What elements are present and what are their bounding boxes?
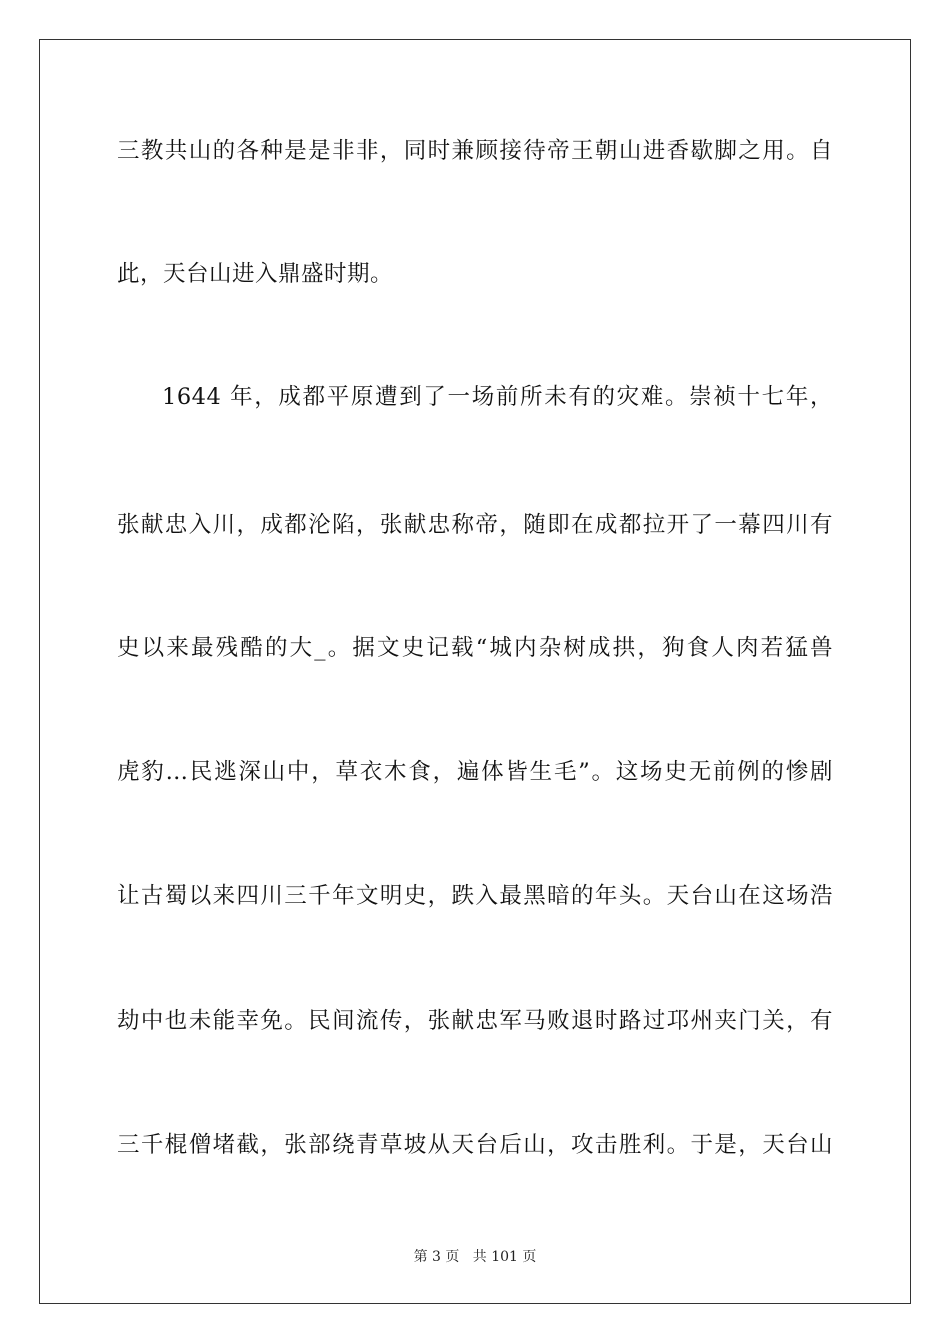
text-line-1: 三教共山的各种是是非非，同时兼顾接待帝王朝山进香歇脚之用。自 bbox=[117, 138, 833, 164]
page-number: 第 3 页 bbox=[413, 1249, 460, 1265]
text-line-2: 此，天台山进入鼎盛时期。 bbox=[117, 261, 394, 287]
text-line-8: 劫中也未能幸免。民间流传，张献忠军马败退时路过邛州夹门关，有 bbox=[117, 1008, 833, 1034]
page-border bbox=[39, 39, 911, 1304]
text-line-9: 三千棍僧堵截，张部绕青草坡从天台后山，攻击胜利。于是，天台山 bbox=[117, 1132, 833, 1158]
page-total: 共 101 页 bbox=[472, 1249, 537, 1265]
text-line-3: 1644 年，成都平原遭到了一场前所未有的灾难。崇祯十七年， bbox=[162, 384, 833, 410]
text-line-7: 让古蜀以来四川三千年文明史，跌入最黑暗的年头。天台山在这场浩 bbox=[117, 883, 833, 909]
text-line-6: 虎豹…民逃深山中，草衣木食，遍体皆生毛”。这场史无前例的惨剧 bbox=[117, 759, 833, 785]
text-line-5: 史以来最残酷的大_。据文史记载“城内杂树成拱，狗食人肉若猛兽 bbox=[117, 635, 833, 661]
text-line-4: 张献忠入川，成都沦陷，张献忠称帝，随即在成都拉开了一幕四川有 bbox=[117, 512, 833, 538]
page-footer bbox=[0, 1247, 950, 1267]
